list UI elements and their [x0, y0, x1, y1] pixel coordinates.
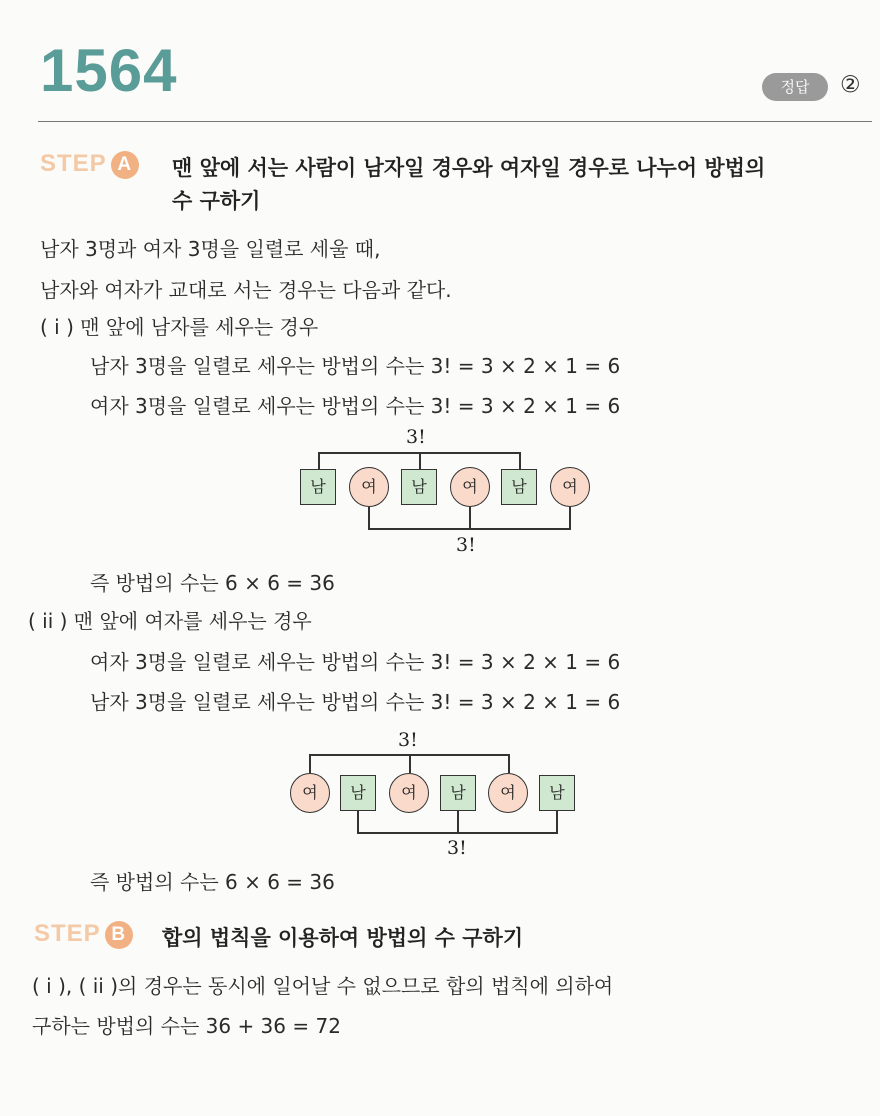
case2-result: 즉 방법의 수는 6 × 6 = 36 — [90, 870, 335, 894]
woman-circle: 여 — [550, 467, 590, 507]
case2-line2: 남자 3명을 일렬로 세우는 방법의 수는 3! = 3 × 2 × 1 = 6 — [90, 690, 621, 714]
step-b-letter: B — [105, 921, 133, 949]
man-box: 남 — [300, 469, 336, 505]
case1-result: 즉 방법의 수는 6 × 6 = 36 — [90, 571, 335, 595]
step-b-tag — [34, 920, 133, 949]
answer-badge: 정답 — [762, 73, 828, 101]
answer-value: ② — [840, 72, 861, 98]
man-box: 남 — [440, 775, 476, 811]
case1-line1: 남자 3명을 일렬로 세우는 방법의 수는 3! = 3 × 2 × 1 = 6 — [90, 354, 621, 378]
step-a-letter: A — [111, 151, 139, 179]
step-b-label: STEP — [34, 920, 101, 947]
woman-circle: 여 — [488, 773, 528, 813]
case2-label: ( ii ) 맨 앞에 여자를 세우는 경우 — [28, 609, 312, 633]
case2-line1: 여자 3명을 일렬로 세우는 방법의 수는 3! = 3 × 2 × 1 = 6 — [90, 650, 621, 674]
intro-line2: 남자와 여자가 교대로 서는 경우는 다음과 같다. — [40, 278, 452, 302]
woman-circle: 여 — [290, 773, 330, 813]
step-a-title-line2: 수 구하기 — [172, 189, 261, 213]
conclusion-line1: ( i ), ( ii )의 경우는 동시에 일어날 수 없으므로 합의 법칙에 의하여 — [32, 974, 614, 998]
step-a-title-line1: 맨 앞에 서는 사람이 남자일 경우와 여자일 경우로 나누어 방법의 — [172, 156, 766, 180]
diagram2-bottom-label: 3! — [447, 837, 467, 859]
case1-line2: 여자 3명을 일렬로 세우는 방법의 수는 3! = 3 × 2 × 1 = 6 — [90, 394, 621, 418]
man-box: 남 — [340, 775, 376, 811]
conclusion-line2: 구하는 방법의 수는 36 + 36 = 72 — [32, 1014, 341, 1038]
man-box: 남 — [539, 775, 575, 811]
problem-number: 1564 — [40, 37, 178, 104]
man-box: 남 — [501, 469, 537, 505]
diagram1-bottom-bracket — [368, 528, 571, 530]
intro-line1: 남자 3명과 여자 3명을 일렬로 세울 때, — [40, 237, 381, 261]
diagram1-top-label: 3! — [406, 426, 426, 448]
step-a-label: STEP — [40, 150, 107, 177]
woman-circle: 여 — [349, 467, 389, 507]
case1-label: ( i ) 맨 앞에 남자를 세우는 경우 — [40, 315, 319, 339]
woman-circle: 여 — [389, 773, 429, 813]
woman-circle: 여 — [450, 467, 490, 507]
step-a-tag — [40, 150, 139, 179]
man-box: 남 — [401, 469, 437, 505]
diagram2-bottom-bracket — [357, 832, 558, 834]
step-b-title: 합의 법칙을 이용하여 방법의 수 구하기 — [162, 926, 524, 950]
diagram2-top-label: 3! — [398, 729, 418, 751]
diagram1-bottom-label: 3! — [456, 534, 476, 556]
header-divider — [38, 121, 872, 122]
